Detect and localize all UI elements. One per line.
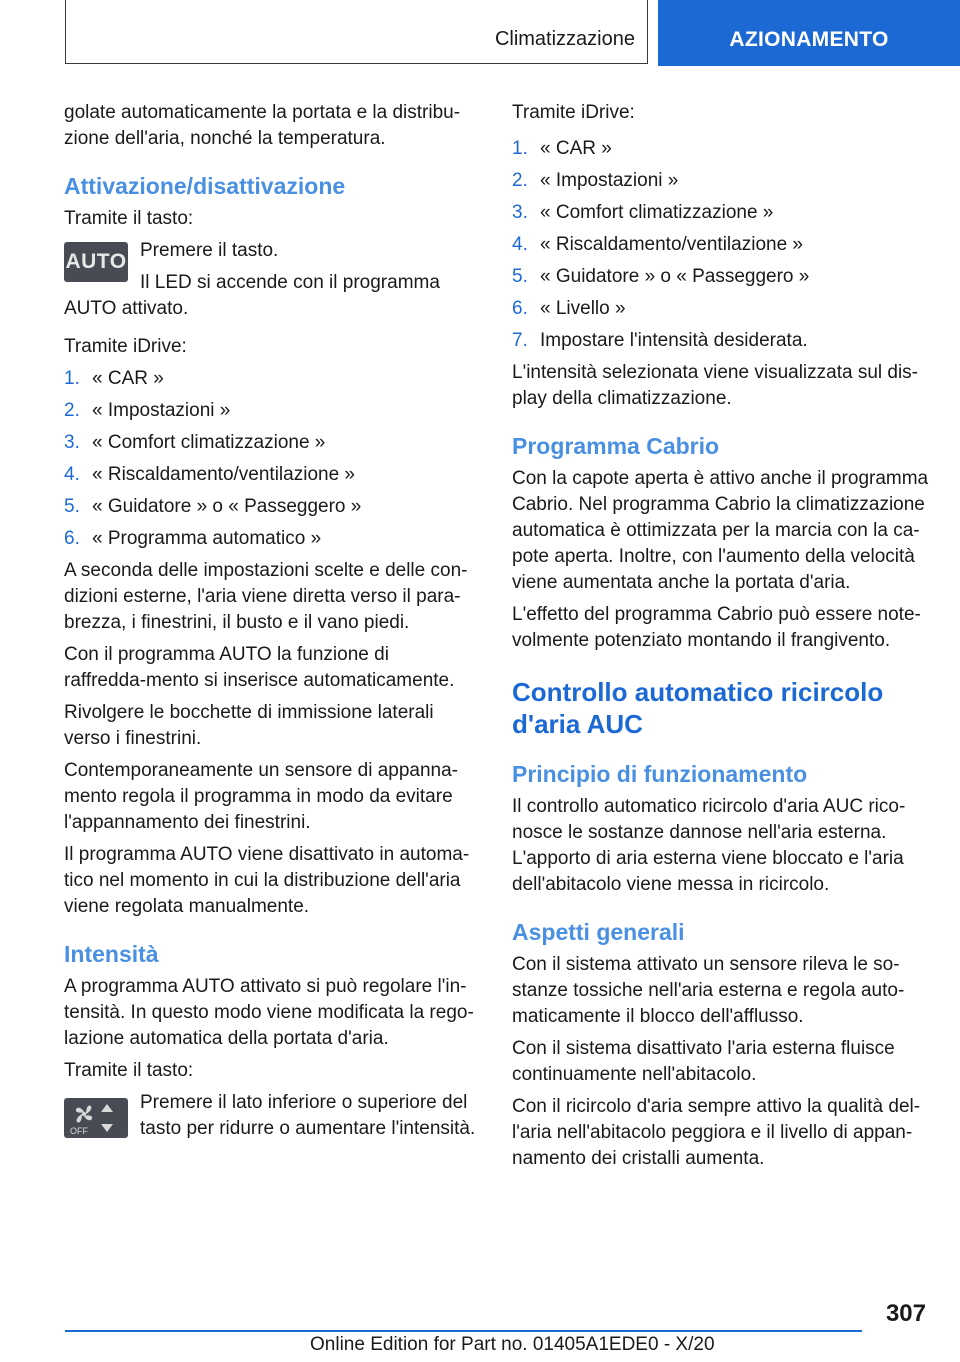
paragraph: Con il sistema disattivato l'aria esterna fluisce continuamente nell'abitacolo. xyxy=(512,1038,895,1085)
list-item: 5. « Guidatore » o « Passeggero » xyxy=(512,266,810,287)
heading-intensity: Intensità xyxy=(64,941,159,967)
heading-activation: Attivazione/disattivazione xyxy=(64,173,346,199)
via-idrive-label: Tramite iDrive: xyxy=(64,336,187,357)
heading-principle: Principio di funzionamento xyxy=(512,761,808,787)
chapter-tab xyxy=(658,0,960,66)
footer-edition: Online Edition for Part no. 01405A1EDE0 - X/20 xyxy=(310,1334,715,1355)
paragraph: L'intensità selezionata viene visualizzata sul dis-play della climatizzazione. xyxy=(512,362,919,409)
paragraph: Con la capote aperta è attivo anche il programma Cabrio. Nel programma Cabrio la climatizzazione automatica è ottimizzata per la marcia con la ca-pote aperta. Inoltre, con l'aumento della velocità viene aumentata anche la portata d'aria. xyxy=(512,468,929,593)
fan-key-icon xyxy=(64,1098,128,1138)
footer-divider xyxy=(65,1330,862,1332)
list-item: 2. « Impostazioni » xyxy=(512,170,679,191)
auto-key-text-1: Premere il tasto. xyxy=(140,240,279,261)
list-item: 1. « CAR » xyxy=(64,368,164,389)
paragraph: Con il sistema attivato un sensore rileva le so-stanze tossiche nell'aria esterna e regola auto-maticamente il blocco dell'afflusso. xyxy=(512,954,905,1027)
right-column xyxy=(512,100,930,1178)
list-item: 6. « Programma automatico » xyxy=(64,528,322,549)
paragraph: Con il programma AUTO la funzione di raffredda-mento si inserisce automaticamente. xyxy=(64,644,455,691)
paragraph: A programma AUTO attivato si può regolare l'in-tensità. In questo modo viene modificata la rego-lazione automatica della portata d'aria. xyxy=(64,976,474,1049)
chapter-title: AZIONAMENTO xyxy=(729,28,889,51)
auto-key-block xyxy=(64,238,476,290)
auto-key-text-2: Il LED si accende con il programma AUTO attivato. xyxy=(64,272,440,319)
fan-key-block xyxy=(64,1090,476,1150)
paragraph: Con il ricircolo d'aria sempre attivo la qualità del-l'aria nell'abitacolo peggiora e il livello di appan-namento dei cristalli aumenta. xyxy=(512,1096,921,1169)
heading-auc: Controllo automatico ricircolo d'aria AUC xyxy=(512,677,884,739)
list-item: 2. « Impostazioni » xyxy=(64,400,231,421)
auto-key-label: AUTO xyxy=(65,250,127,273)
paragraph: Contemporaneamente un sensore di appanna-mento regola il programma in modo da evitare l'appannamento dei finestrini. xyxy=(64,760,458,833)
via-idrive-label: Tramite iDrive: xyxy=(512,102,635,123)
list-item: 6. « Livello » xyxy=(512,298,626,319)
list-item: 1. « CAR » xyxy=(512,138,612,159)
list-item: 3. « Comfort climatizzazione » xyxy=(64,432,326,453)
section-title: Climatizzazione xyxy=(494,28,635,50)
via-button-label: Tramite il tasto: xyxy=(64,208,194,229)
paragraph: Il controllo automatico ricircolo d'aria AUC rico-nosce le sostanze dannose nell'aria esterna. L'apporto di aria esterna viene bloccato e l'aria dell'abitacolo viene messa in ricircolo. xyxy=(512,796,906,895)
left-steps-list xyxy=(64,366,476,552)
list-item: 4. « Riscaldamento/ventilazione » xyxy=(64,464,355,485)
paragraph: Il programma AUTO viene disattivato in automa-tico nel momento in cui la distribuzione dell'aria viene regolata manualmente. xyxy=(64,844,470,917)
left-column xyxy=(64,100,476,1150)
list-item: 5. « Guidatore » o « Passeggero » xyxy=(64,496,362,517)
right-steps-list xyxy=(512,136,930,354)
list-item: 3. « Comfort climatizzazione » xyxy=(512,202,774,223)
heading-general: Aspetti generali xyxy=(512,919,685,945)
heading-cabrio: Programma Cabrio xyxy=(512,433,720,459)
paragraph: A seconda delle impostazioni scelte e delle con-dizioni esterne, l'aria viene diretta verso il para-brezza, i finestrini, il busto e il vano piedi. xyxy=(64,560,468,633)
fan-key-text: Premere il lato inferiore o superiore del tasto per ridurre o aumentare l'intensità. xyxy=(140,1092,476,1139)
list-item: 7. Impostare l'intensità desiderata. xyxy=(512,330,808,351)
page-number: 307 xyxy=(885,1300,926,1327)
auto-key-icon xyxy=(64,242,128,282)
paragraph: Rivolgere le bocchette di immissione laterali verso i finestrini. xyxy=(64,702,434,749)
fan-icon xyxy=(64,1098,128,1138)
via-button-label: Tramite il tasto: xyxy=(64,1060,194,1081)
intro-paragraph: golate automaticamente la portata e la distribu-zione dell'aria, nonché la temperatura. xyxy=(64,102,461,149)
list-item: 4. « Riscaldamento/ventilazione » xyxy=(512,234,803,255)
paragraph: L'effetto del programma Cabrio può essere note-volmente potenziato montando il frangivento. xyxy=(512,604,921,651)
fan-key-off-label: OFF xyxy=(70,1126,88,1136)
